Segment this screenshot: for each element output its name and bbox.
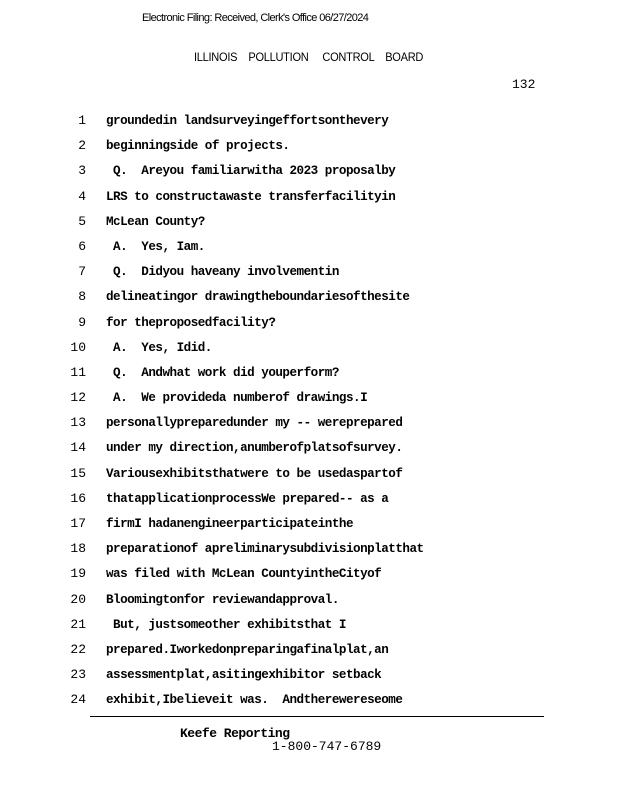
line-text: groundedin landsurveyingeffortsonthevery (106, 114, 389, 128)
transcript-line (0, 389, 618, 414)
transcript-line (0, 339, 618, 364)
line-text: A. Yes, Idid. (106, 340, 212, 355)
line-number: 2 (78, 138, 86, 154)
line-number: 5 (78, 213, 86, 229)
line-text: assessmentplat,asitingexhibitor setback (106, 668, 382, 683)
line-text: beginningside of projects. (106, 139, 290, 154)
transcript-line (0, 414, 618, 439)
line-number: 6 (78, 238, 86, 254)
line-number: 3 (78, 163, 86, 179)
line-number: 8 (78, 289, 86, 305)
line-text: But, justsomeother exhibitsthat I (106, 617, 346, 632)
transcript-line (0, 137, 618, 162)
line-number: 14 (70, 440, 86, 456)
transcript-line (0, 616, 618, 641)
line-number: 9 (78, 314, 86, 330)
transcript-line (0, 238, 618, 263)
line-number: 22 (70, 641, 86, 657)
line-number: 19 (70, 566, 86, 582)
line-text: personallypreparedunder my -- wereprepared (106, 416, 403, 431)
transcript-line (0, 591, 618, 616)
transcript-line (0, 364, 618, 389)
line-text: preparationof apreliminarysubdivisionplatthat (106, 542, 424, 557)
footer-rule (90, 716, 544, 717)
line-number: 12 (70, 390, 86, 406)
transcript-line (0, 691, 618, 716)
line-text: firmI hadanengineerparticipateinthe (106, 517, 354, 531)
transcript-line (0, 565, 618, 590)
transcript-line (0, 515, 618, 540)
transcript-line (0, 490, 618, 515)
line-number: 21 (70, 616, 86, 632)
line-text: was filed with McLean CountyintheCityof (106, 567, 382, 582)
line-number: 23 (70, 667, 86, 683)
transcript-body (0, 112, 618, 717)
line-text: thatapplicationprocessWe prepared-- as a (106, 491, 389, 506)
transcript-line (0, 263, 618, 288)
line-number: 11 (70, 364, 86, 380)
transcript-line (0, 540, 618, 565)
transcript-line (0, 465, 618, 490)
filing-stamp: Electronic Filing: Received, Clerk's Office 06/27/2024 (142, 12, 369, 24)
transcript-line (0, 213, 618, 238)
line-number: 15 (70, 465, 86, 481)
line-number: 24 (70, 692, 86, 708)
line-text: Q. Areyou familiarwitha 2023 proposalby (106, 164, 396, 179)
line-number: 17 (70, 516, 86, 531)
line-number: 13 (70, 415, 86, 431)
board-title: ILLINOIS POLLUTION CONTROL BOARD (194, 50, 424, 64)
transcript-line (0, 666, 618, 691)
line-text: Variousexhibitsthatwere to be usedaspartof (106, 466, 403, 481)
reporter-name: Keefe Reporting (180, 726, 290, 741)
reporter-phone: 1-800-747-6789 (272, 739, 382, 754)
line-text: A. Yes, Iam. (106, 239, 205, 254)
line-text: Bloomingtonfor reviewandapproval. (106, 592, 339, 607)
line-text: exhibit,Ibelieveit was. Andtherewereseome (106, 693, 403, 708)
line-text: for theproposedfacility? (106, 315, 276, 330)
transcript-line (0, 162, 618, 187)
transcript-line (0, 314, 618, 339)
line-number: 4 (78, 188, 86, 204)
line-text: delineatingor drawingtheboundariesofthesite (106, 290, 410, 305)
line-number: 1 (78, 113, 86, 128)
transcript-line (0, 112, 618, 137)
transcript-line (0, 439, 618, 464)
transcript-line (0, 288, 618, 313)
line-text: McLean County? (106, 214, 205, 229)
line-text: Q. Didyou haveany involvementin (106, 265, 339, 280)
line-number: 18 (70, 541, 86, 557)
line-text: Q. Andwhat work did youperform? (106, 365, 339, 380)
line-number: 10 (70, 339, 86, 355)
page-number: 132 (512, 77, 536, 92)
transcript-line (0, 188, 618, 213)
line-number: 20 (70, 591, 86, 607)
line-text: LRS to constructawaste transferfacilityin (106, 189, 396, 204)
line-text: A. We provideda numberof drawings.I (106, 391, 368, 406)
line-text: under my direction,anumberofplatsofsurvey. (106, 441, 403, 456)
transcript-line (0, 641, 618, 666)
line-text: prepared.Iworkedonpreparingafinalplat,an (106, 642, 389, 657)
line-number: 7 (78, 264, 86, 280)
line-number: 16 (70, 490, 86, 506)
